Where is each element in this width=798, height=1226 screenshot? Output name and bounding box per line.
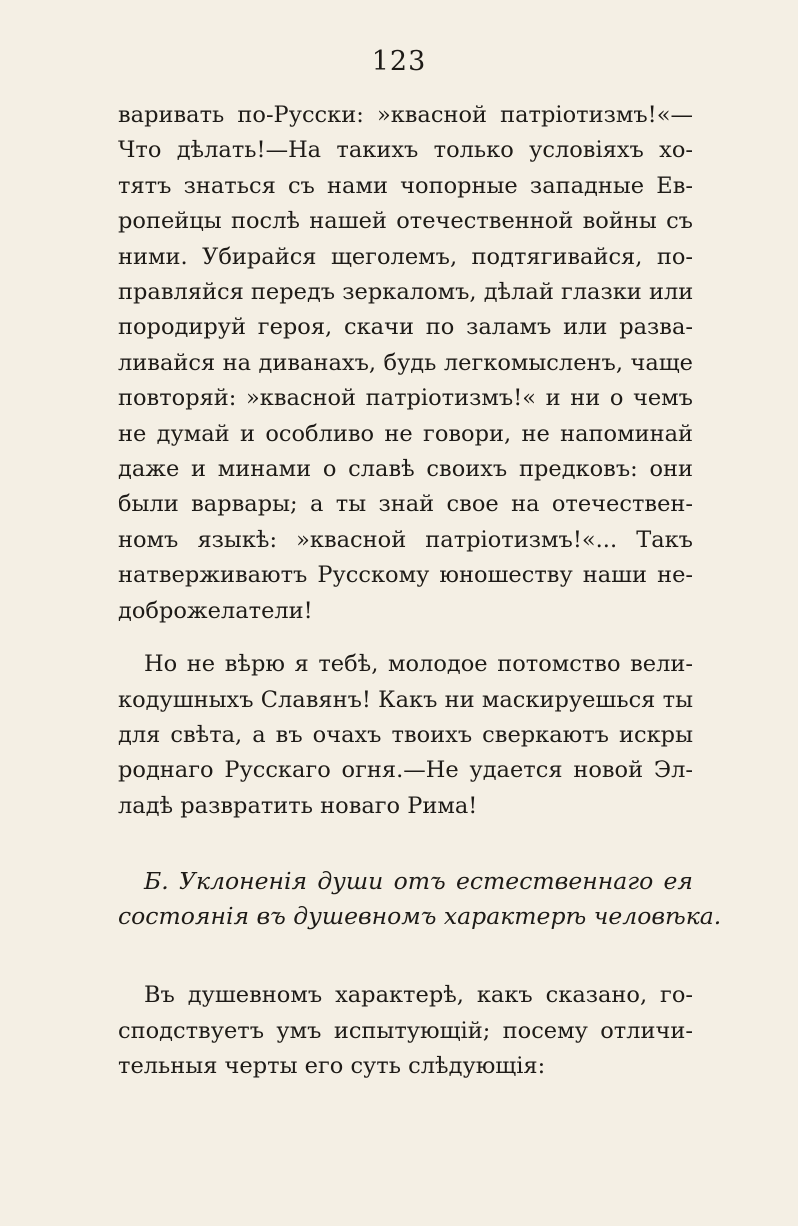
text-line: ропейцы послѣ нашей отечественной войны съ — [118, 208, 693, 235]
section-gap — [118, 934, 693, 978]
text-line: не думай и особливо не говори, не напоминай — [118, 420, 693, 447]
text-line: Въ душевномъ характерѣ, какъ сказано, го- — [144, 982, 693, 1009]
paragraph-gap — [118, 629, 693, 647]
text-line: тельныя черты его суть слѣдующія: — [118, 1052, 546, 1079]
text-line: даже и минами о славѣ своихъ предковъ: они — [118, 456, 693, 483]
text-line: Но не вѣрю я тебѣ, молодое потомство вели- — [144, 651, 693, 678]
paragraph-3 — [118, 978, 693, 1084]
section-heading — [118, 864, 722, 934]
text-line: номъ языкѣ: »квасной патріотизмъ!«... Такъ — [118, 526, 693, 553]
text-line: породируй героя, скачи по заламъ или разва- — [118, 314, 693, 341]
text-line: для свѣта, а въ очахъ твоихъ сверкаютъ искры — [118, 721, 693, 748]
text-line: ладѣ развратить новаго Рима! — [118, 792, 478, 819]
paragraph-1 — [118, 98, 693, 629]
heading-line: Б. Уклоненія души отъ естественнаго ея — [144, 867, 693, 896]
text-line: ними. Убирайся щеголемъ, подтягивайся, по- — [118, 243, 693, 270]
text-line: повторяй: »квасной патріотизмъ!« и ни о чемъ — [118, 385, 693, 412]
text-line: тятъ знаться съ нами чопорные западные Ев- — [118, 172, 693, 199]
heading-line: состоянія въ душевномъ характерѣ человѣка. — [118, 902, 722, 931]
text-line: роднаго Русскаго огня.—Не удается новой Эл- — [118, 757, 693, 784]
text-line: были варвары; а ты знай свое на отечествен- — [118, 491, 693, 518]
text-line: Что дѣлать!—На такихъ только условіяхъ хо- — [118, 137, 693, 164]
section-gap — [118, 824, 693, 864]
text-line: правляйся передъ зеркаломъ, дѣлай глазки или — [118, 279, 694, 306]
text-line: кодушныхъ Славянъ! Какъ ни маскируешься ты — [118, 686, 693, 713]
page-body — [118, 98, 722, 1084]
text-line: доброжелатели! — [118, 597, 313, 624]
page-number: 123 — [371, 46, 427, 77]
text-line: ливайся на диванахъ, будь легкомысленъ, чаще — [118, 349, 693, 376]
text-line: натверживаютъ Русскому юношеству наши не- — [118, 562, 693, 589]
text-line: варивать по-Русски: »квасной патріотизмъ!«— — [118, 102, 693, 128]
text-line: сподствуетъ умъ испытующій; посему отличи- — [118, 1017, 693, 1044]
paragraph-2 — [118, 647, 693, 824]
